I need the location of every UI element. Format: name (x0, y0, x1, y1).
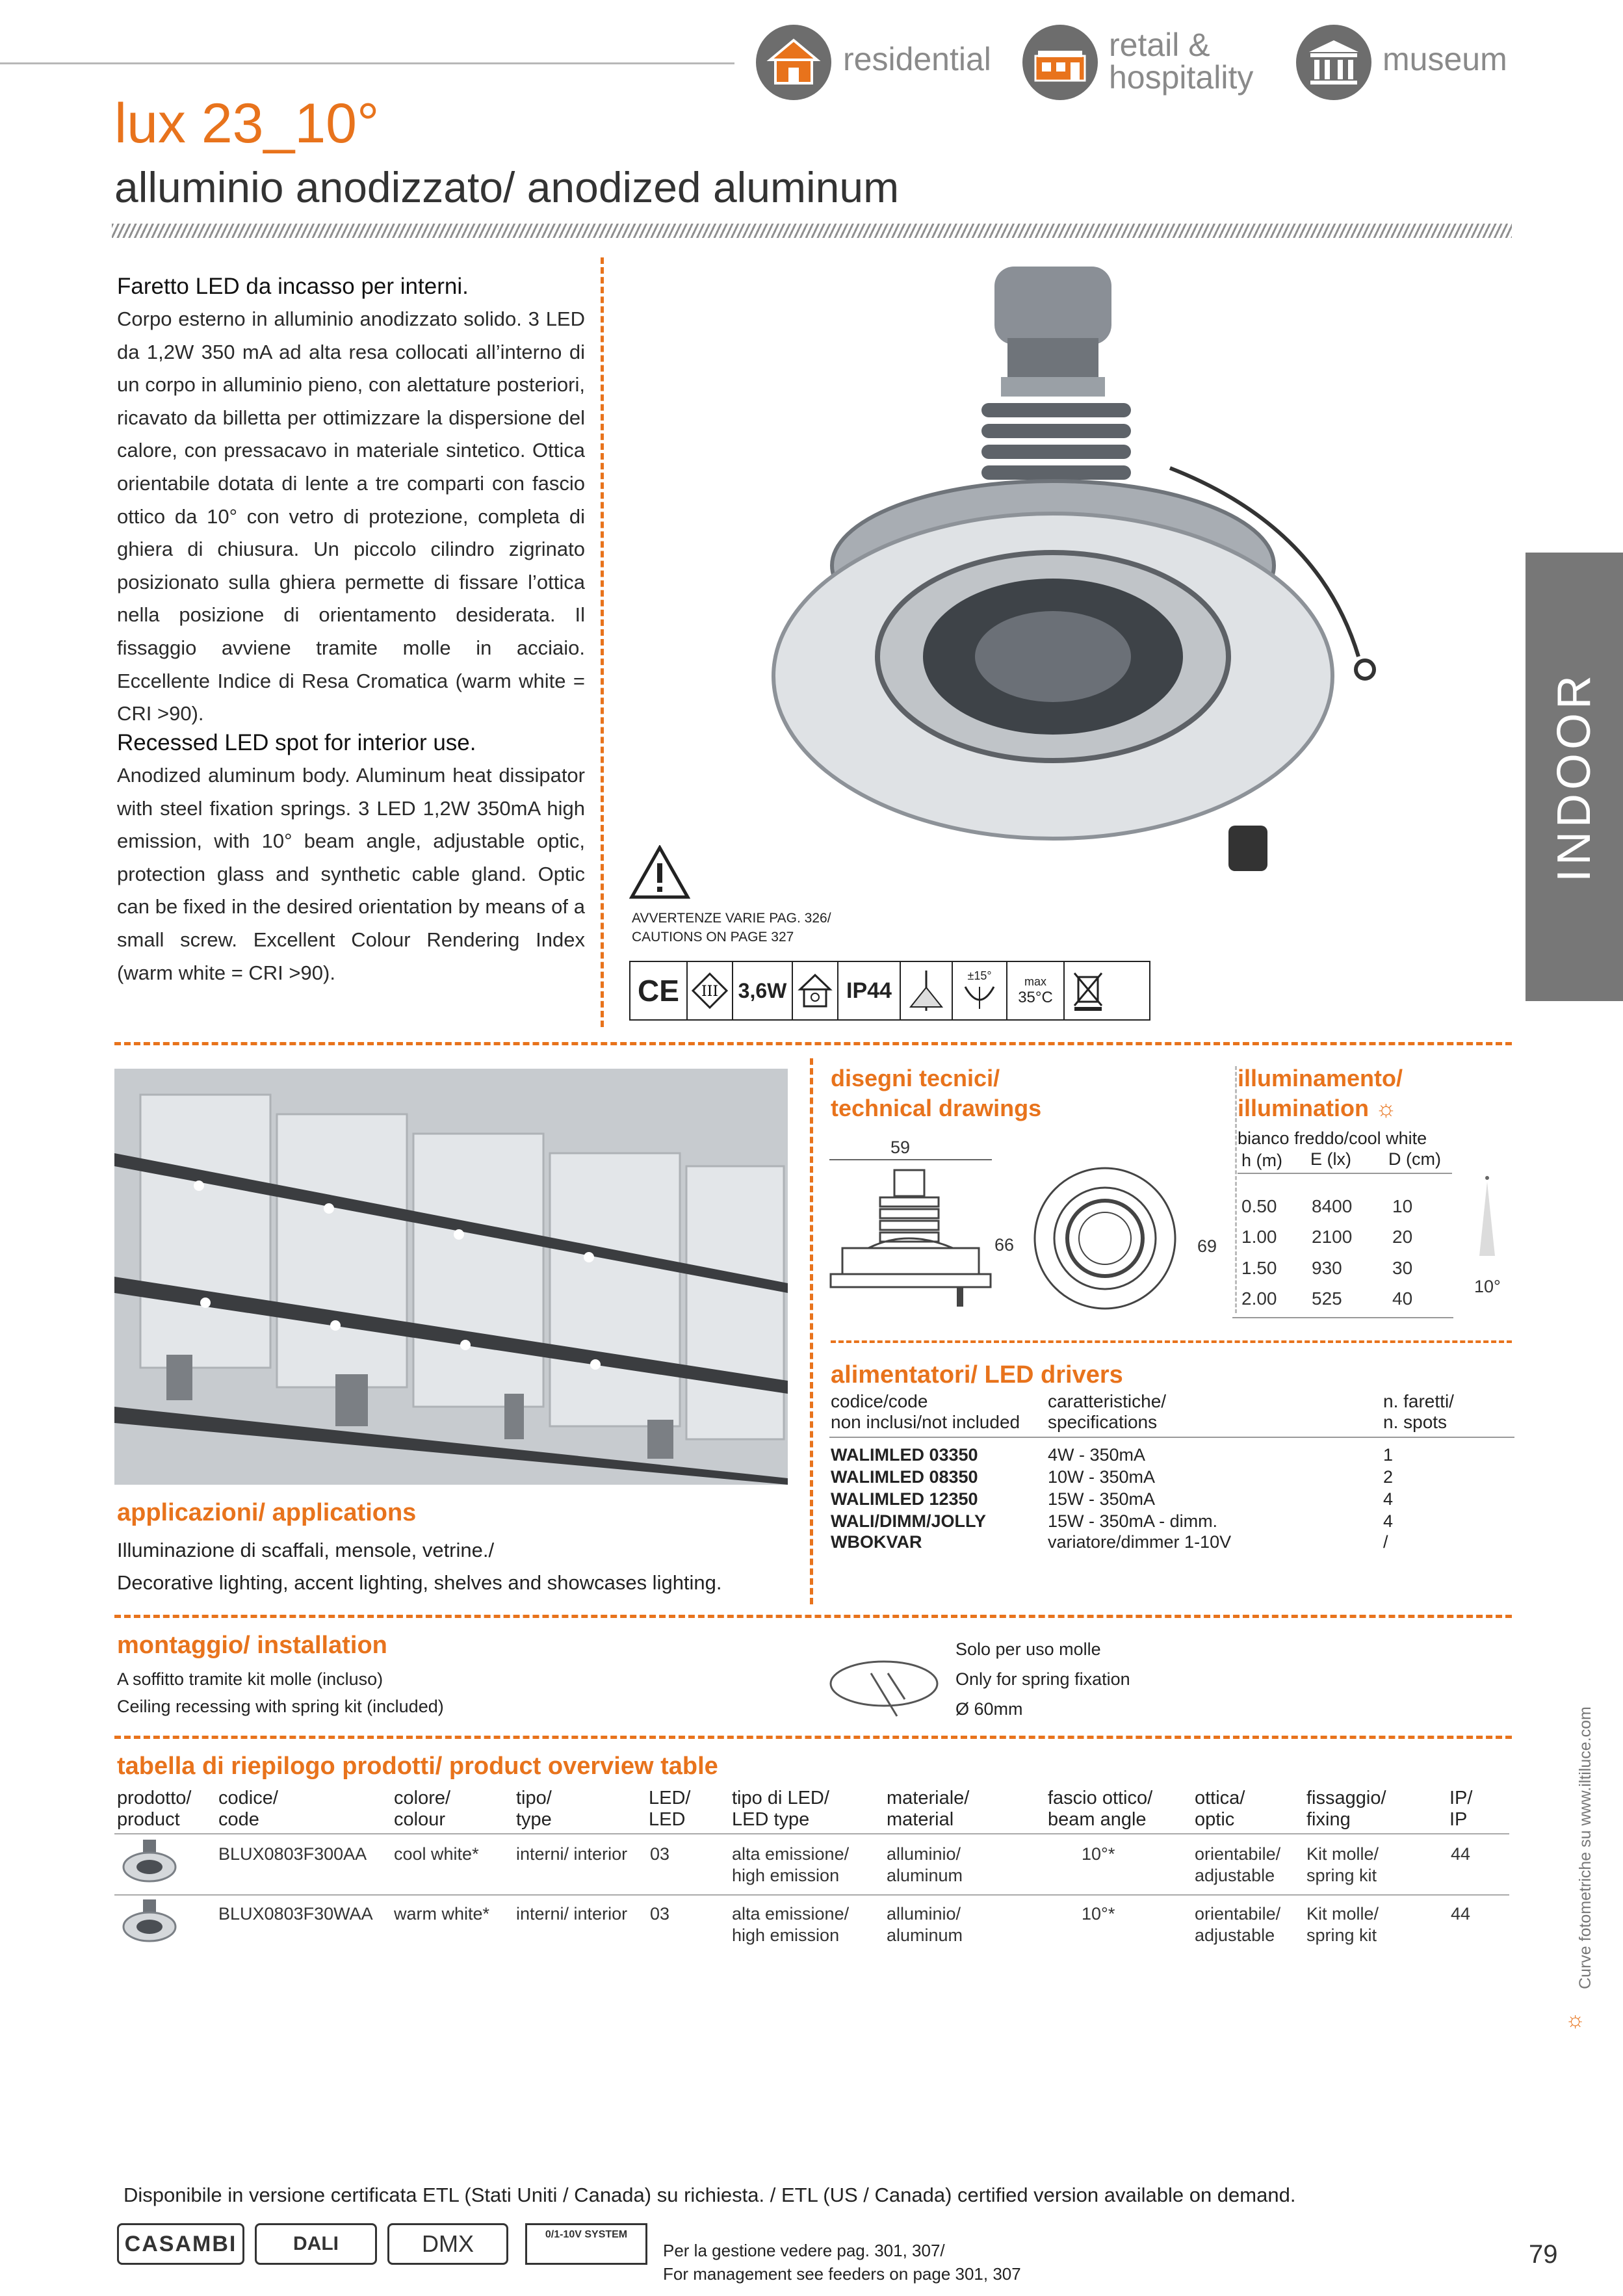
row-led-type (732, 1903, 849, 1946)
one-ten-volt-logo: 0/1-10V SYSTEM (525, 2223, 647, 2265)
product-table-header-rule (114, 1833, 1509, 1834)
driver-spots: / (1383, 1532, 1388, 1552)
driver-spec: 15W - 350mA (1048, 1489, 1156, 1509)
col-ip-2: IP (1449, 1809, 1468, 1830)
dimension-top: 59 (890, 1138, 911, 1157)
header-rule (0, 62, 734, 64)
col-code-1: codice/ (218, 1788, 278, 1808)
sun-icon: ☼ (1565, 2007, 1586, 2032)
illum-row-d: 40 (1392, 1288, 1413, 1309)
side-view-drawing (829, 1157, 992, 1329)
col-beam (1048, 1788, 1152, 1831)
illum-row-d: 20 (1392, 1227, 1413, 1247)
installation-line-1: A soffitto tramite kit molle (incluso) (117, 1669, 383, 1689)
description-en-title: Recessed LED spot for interior use. (117, 730, 476, 755)
divider-2 (114, 1615, 1512, 1618)
col-colour-2: colour (394, 1809, 445, 1830)
warnings-text (632, 909, 831, 946)
hatch-divider (112, 224, 1512, 238)
driver-code: WALIMLED 08350 (831, 1467, 978, 1487)
row-colour: cool white* (394, 1844, 479, 1864)
illum-row-e: 8400 (1312, 1196, 1353, 1216)
row-led-type-1: alta emissione/ (732, 1904, 850, 1924)
certification-strip (629, 961, 1150, 1021)
drawings-divider (1235, 1066, 1237, 1313)
indoor-tab-label: INDOOR (1548, 672, 1600, 882)
col-product-1: prodotto/ (117, 1788, 192, 1808)
sun-icon: ☼ (1375, 1095, 1397, 1121)
illumination-heading-2-wrap (1238, 1093, 1403, 1123)
col-beam-2: beam angle (1048, 1809, 1147, 1830)
col-type (516, 1788, 552, 1831)
dimension-height: 66 (994, 1235, 1015, 1255)
page-number: 79 (1529, 2240, 1558, 2269)
class-iii-icon (688, 962, 733, 1019)
dmx-logo: DMX (387, 2223, 508, 2265)
applications-line-2: Decorative lighting, accent lighting, shelves and showcases lighting. (117, 1571, 722, 1594)
beam-cone-icon (1472, 1175, 1503, 1263)
tilt-rating (953, 962, 1007, 1019)
applications-text (117, 1534, 722, 1599)
col-fixing-2: fixing (1306, 1809, 1351, 1830)
installation-right (955, 1634, 1130, 1724)
row-fixing-1: Kit molle/ (1306, 1844, 1379, 1864)
illum-row-h: 2.00 (1241, 1288, 1277, 1309)
description-it (117, 270, 585, 731)
warnings-line-1: AVVERTENZE VARIE PAG. 326/ (632, 911, 831, 926)
col-led-2: LED (649, 1809, 686, 1830)
illum-row-h: 1.50 (1241, 1258, 1277, 1278)
row-optic (1195, 1903, 1280, 1946)
management-note (663, 2239, 1021, 2286)
col-optic (1195, 1788, 1245, 1831)
illum-header-rule (1238, 1173, 1452, 1174)
driver-spots: 4 (1383, 1489, 1394, 1509)
vertical-divider-top (601, 257, 604, 1027)
tilt-value: ±15° (967, 969, 992, 982)
product-subtitle: alluminio anodizzato/ anodized aluminum (114, 163, 900, 211)
col-type-1: tipo/ (516, 1788, 552, 1808)
driver-code: WALIMLED 03350 (831, 1445, 978, 1465)
applications-heading: applicazioni/ applications (117, 1499, 417, 1526)
management-note-1: Per la gestione vedere pag. 301, 307/ (663, 2241, 945, 2260)
product-table-heading: tabella di riepilogo prodotti/ product overview table (117, 1753, 718, 1780)
row-led: 03 (650, 1904, 670, 1924)
vertical-divider-middle (810, 1058, 813, 1604)
driver-spec: 10W - 350mA (1048, 1467, 1156, 1487)
indoor-house-icon (793, 962, 838, 1019)
drivers-col-spec-2: specifications (1048, 1412, 1158, 1432)
indoor-tab (1526, 553, 1623, 1001)
col-led-type-2: LED type (732, 1809, 810, 1830)
col-material-1: materiale/ (887, 1788, 970, 1808)
row-fixing-2: spring kit (1306, 1866, 1377, 1885)
drivers-col-code-1: codice/code (831, 1391, 928, 1411)
illumination-heading-1: illuminamento/ (1238, 1065, 1403, 1091)
category-museum[interactable]: museum (1383, 41, 1507, 77)
spring-fixation-icon (825, 1654, 942, 1729)
row-code: BLUX0803F30WAA (218, 1904, 373, 1924)
illum-row-h: 0.50 (1241, 1196, 1277, 1216)
illumination-subtitle: bianco freddo/cool white (1238, 1128, 1427, 1148)
description-en-body: Anodized aluminum body. Aluminum heat dissipator with steel fixation springs. 3 LED 1,2W 350mA high emission, with 10° beam angle, adjustable optic, protection glass and synthetic cable gland. Optic can be fixed in the desired orientation by means of a small screw. Excellent Colour Rendering Index (warm white = CRI >90). (117, 764, 585, 984)
ip-rating: IP44 (838, 962, 901, 1019)
illum-row-e: 525 (1312, 1288, 1342, 1309)
beam-angle-label: 10° (1474, 1277, 1501, 1296)
driver-spec: variatore/dimmer 1-10V (1048, 1532, 1232, 1552)
illum-row-e: 2100 (1312, 1227, 1353, 1247)
row-ip: 44 (1451, 1844, 1471, 1864)
driver-spots: 1 (1383, 1445, 1394, 1465)
description-it-title: Faretto LED da incasso per interni. (117, 274, 469, 299)
row-led-type-2: high emission (732, 1925, 840, 1945)
col-ip (1449, 1788, 1472, 1831)
illumination-heading-2: illumination (1238, 1095, 1369, 1121)
temperature-max: max (1024, 974, 1046, 988)
col-optic-2: optic (1195, 1809, 1235, 1830)
col-led (649, 1788, 690, 1831)
col-product-2: product (117, 1809, 180, 1830)
col-fixing-1: fissaggio/ (1306, 1788, 1386, 1808)
drivers-header-rule (829, 1437, 1514, 1438)
drivers-col-spots-1: n. faretti/ (1383, 1391, 1454, 1411)
illum-col-d: D (cm) (1388, 1149, 1441, 1169)
product-thumbnail (121, 1838, 179, 1891)
illum-row-h: 1.00 (1241, 1227, 1277, 1247)
dali-logo: DALI (255, 2223, 377, 2265)
driver-code: WALI/DIMM/JOLLY (831, 1511, 987, 1531)
row-material-2: aluminum (887, 1925, 963, 1945)
col-optic-1: ottica/ (1195, 1788, 1245, 1808)
divider-drivers (831, 1340, 1512, 1343)
row-led-type-2: high emission (732, 1866, 840, 1885)
row-led: 03 (650, 1844, 670, 1864)
row-material-2: aluminum (887, 1866, 963, 1885)
row-led-type (732, 1844, 849, 1886)
illum-row-e: 930 (1312, 1258, 1342, 1278)
applications-line-1: Illuminazione di scaffali, mensole, vetrine./ (117, 1539, 495, 1561)
row-beam: 10°* (1082, 1904, 1115, 1924)
row-material-1: alluminio/ (887, 1844, 961, 1864)
row-optic (1195, 1844, 1280, 1886)
dimension-diameter: 69 (1197, 1236, 1217, 1256)
description-it-body: Corpo esterno in alluminio anodizzato solido. 3 LED da 1,2W 350 mA ad alta resa collocati all’interno di un corpo in alluminio pieno, con alettature posteriori, ricavato da billetta per ottimizzare la dispersione del calore, con pressacavo in materiale sintetico. Ottica orientabile dotata di lente a tre comparti con fascio ottico da 10° con vetro di protezione, completa di ghiera di chiusura. Un piccolo cilindro zigrinato posizionato sulla ghiera permette di fissare l’ottica nella posizione di orientamento desiderata. Il fissaggio avviene tramite molle in acciaio. Eccellente Indice di Resa Cromatica (warm white = CRI >90). (117, 307, 585, 725)
installation-heading: montaggio/ installation (117, 1632, 387, 1659)
drivers-col-spec (1048, 1391, 1166, 1433)
driver-spots: 4 (1383, 1511, 1394, 1531)
drivers-col-spots-2: n. spots (1383, 1412, 1448, 1432)
drivers-col-code (831, 1391, 1020, 1433)
illum-footer-rule (1232, 1317, 1453, 1318)
installation-right-1: Solo per uso molle (955, 1639, 1101, 1659)
power-rating: 3,6W (733, 962, 793, 1019)
divider-3 (114, 1736, 1512, 1739)
row-material (887, 1844, 963, 1886)
illum-col-h: h (m) (1241, 1151, 1282, 1170)
col-code-2: code (218, 1809, 259, 1830)
description-en (117, 727, 585, 989)
row-optic-1: orientabile/ (1195, 1904, 1281, 1924)
driver-code: WBOKVAR (831, 1532, 922, 1552)
drawings-heading (831, 1063, 1041, 1123)
management-note-2: For management see feeders on page 301, 307 (663, 2264, 1021, 2284)
driver-spec: 15W - 350mA - dimm. (1048, 1511, 1218, 1531)
col-fixing (1306, 1788, 1386, 1831)
row-code: BLUX0803F300AA (218, 1844, 367, 1864)
warnings-line-2: CAUTIONS ON PAGE 327 (632, 930, 794, 945)
ce-mark: CE (630, 962, 688, 1019)
row-material-1: alluminio/ (887, 1904, 961, 1924)
drivers-col-spec-1: caratteristiche/ (1048, 1391, 1167, 1411)
category-residential[interactable]: residential (843, 41, 991, 77)
illum-row-d: 10 (1392, 1196, 1413, 1216)
category-retail[interactable]: retail & hospitality (1109, 27, 1254, 96)
warning-icon (629, 845, 690, 903)
drivers-col-spots (1383, 1391, 1454, 1433)
row-optic-2: adjustable (1195, 1866, 1275, 1885)
drawings-heading-2: technical drawings (831, 1095, 1042, 1121)
shop-icon (1022, 25, 1098, 100)
illumination-heading (1238, 1063, 1403, 1123)
row-optic-1: orientabile/ (1195, 1844, 1281, 1864)
temperature-value: 35°C (1018, 988, 1053, 1006)
museum-icon (1296, 25, 1371, 100)
weee-bin-icon (1065, 962, 1111, 1019)
divider-1 (114, 1042, 1512, 1045)
col-beam-1: fascio ottico/ (1048, 1788, 1153, 1808)
col-code (218, 1788, 278, 1831)
illum-row-d: 30 (1392, 1258, 1413, 1278)
col-type-2: type (516, 1809, 552, 1830)
row-fixing-1: Kit molle/ (1306, 1904, 1379, 1924)
row-colour: warm white* (394, 1904, 490, 1924)
installation-right-2: Only for spring fixation (955, 1669, 1130, 1689)
driver-spots: 2 (1383, 1467, 1394, 1487)
illum-col-e: E (lx) (1310, 1149, 1351, 1169)
installation-text (117, 1665, 444, 1720)
row-ip: 44 (1451, 1904, 1471, 1924)
col-material-2: material (887, 1809, 954, 1830)
col-colour (394, 1788, 450, 1831)
casambi-logo: CASAMBI (117, 2223, 244, 2265)
row-type: interni/ interior (516, 1844, 628, 1864)
temperature-rating (1007, 962, 1065, 1019)
col-led-1: LED/ (649, 1788, 691, 1808)
drivers-col-code-2: non inclusi/not included (831, 1412, 1020, 1432)
row-fixing (1306, 1844, 1379, 1886)
col-led-type-1: tipo di LED/ (732, 1788, 829, 1808)
recessed-icon (901, 962, 953, 1019)
product-thumbnail (121, 1898, 179, 1951)
driver-code: WALIMLED 12350 (831, 1489, 978, 1509)
drivers-heading: alimentatori/ LED drivers (831, 1361, 1123, 1389)
row-material (887, 1903, 963, 1946)
photometric-note: Curve fotometriche su www.iltiluce.com (1576, 1706, 1594, 1989)
application-photo (114, 1069, 788, 1485)
col-material (887, 1788, 969, 1831)
installation-right-3: Ø 60mm (955, 1699, 1023, 1719)
drawings-heading-1: disegni tecnici/ (831, 1065, 1000, 1091)
etl-note: Disponibile in versione certificata ETL (Stati Uniti / Canada) su richiesta. / ETL (US / Canada) certified version available on demand. (123, 2184, 1296, 2206)
driver-spec: 4W - 350mA (1048, 1445, 1146, 1465)
product-photo (747, 254, 1410, 904)
house-icon (756, 25, 831, 100)
row-led-type-1: alta emissione/ (732, 1844, 850, 1864)
col-led-type (732, 1788, 829, 1831)
row-type: interni/ interior (516, 1904, 628, 1924)
product-title: lux 23_10° (114, 92, 380, 155)
installation-line-2: Ceiling recessing with spring kit (included) (117, 1697, 444, 1716)
product-table-row-rule (114, 1894, 1509, 1896)
col-product (117, 1788, 191, 1831)
row-beam: 10°* (1082, 1844, 1115, 1864)
col-ip-1: IP/ (1449, 1788, 1473, 1808)
row-fixing (1306, 1903, 1379, 1946)
front-view-drawing (1027, 1164, 1183, 1316)
row-optic-2: adjustable (1195, 1925, 1275, 1945)
col-colour-1: colore/ (394, 1788, 451, 1808)
svg-text:III: III (701, 984, 719, 1000)
row-fixing-2: spring kit (1306, 1925, 1377, 1945)
